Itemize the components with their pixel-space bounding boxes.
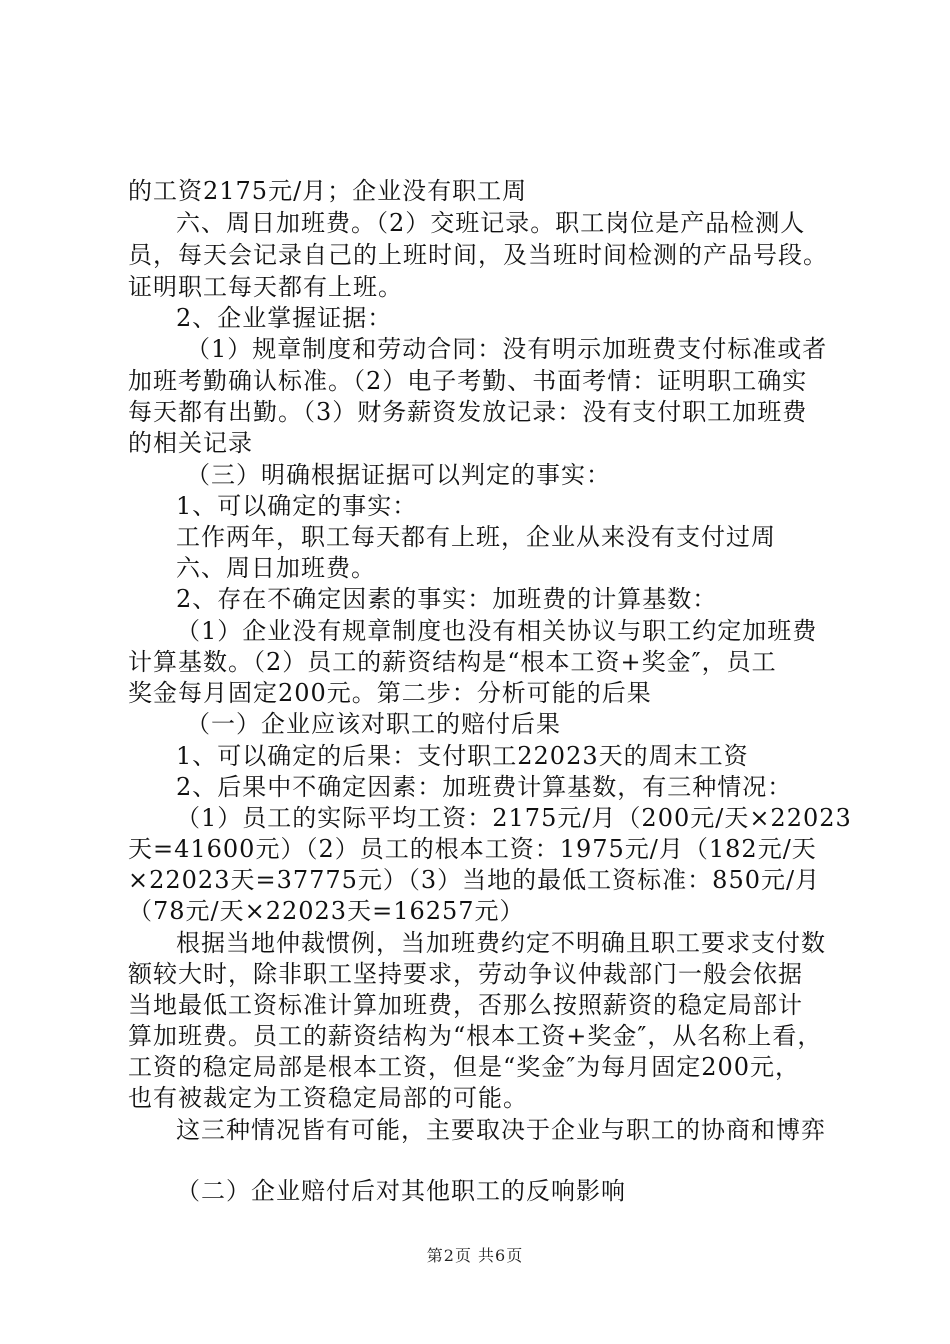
text-line: （1）企业没有规章制度也没有相关协议与职工约定加班费: [176, 617, 818, 645]
text-line: （一）企业应该对职工的赔付后果: [186, 710, 561, 738]
text-line: （78元/天×22023天=16257元）: [128, 897, 525, 925]
text-line: 天=41600元）（2）员工的根本工资：1975元/月（182元/天: [128, 835, 817, 863]
text-line: 额较大时，除非职工坚持要求，劳动争议仲裁部门一般会依据: [128, 960, 803, 988]
text-line: （二）企业赔付后对其他职工的反响影响: [176, 1177, 626, 1205]
text-line: 六、周日加班费。（2）交班记录。职工岗位是产品检测人: [176, 209, 806, 237]
text-line: 根据当地仲裁惯例，当加班费约定不明确且职工要求支付数: [176, 929, 826, 957]
text-line: 也有被裁定为工资稳定局部的可能。: [128, 1084, 528, 1112]
text-line: 每天都有出勤。（3）财务薪资发放记录：没有支付职工加班费: [128, 398, 808, 426]
text-line: （三）明确根据证据可以判定的事实：: [186, 461, 611, 489]
text-line: 当地最低工资标准计算加班费，否那么按照薪资的稳定局部计: [128, 991, 803, 1019]
text-line: （1）规章制度和劳动合同：没有明示加班费支付标准或者: [186, 335, 828, 363]
text-line: 2、后果中不确定因素：加班费计算基数，有三种情况：: [176, 773, 793, 801]
text-line: 奖金每月固定200元。第二步：分析可能的后果: [128, 679, 652, 707]
text-line: 加班考勤确认标准。（2）电子考勤、书面考情：证明职工确实: [128, 367, 808, 395]
text-line: （1）员工的实际平均工资：2175元/月（200元/天×22023: [176, 804, 852, 832]
text-line: 2、企业掌握证据：: [176, 304, 393, 332]
text-line: 工作两年，职工每天都有上班，企业从来没有支付过周: [176, 523, 776, 551]
text-line: 1、可以确定的后果：支付职工22023天的周末工资: [176, 742, 749, 770]
text-line: 工资的稳定局部是根本工资，但是“奖金″为每月固定200元，: [128, 1053, 801, 1081]
text-line: 算加班费。员工的薪资结构为“根本工资+奖金″，从名称上看，: [128, 1022, 823, 1050]
text-line: 2、存在不确定因素的事实：加班费的计算基数：: [176, 585, 718, 613]
text-line: 六、周日加班费。: [176, 554, 376, 582]
text-line: 计算基数。（2）员工的薪资结构是“根本工资+奖金″，员工: [128, 648, 777, 676]
text-line: 的工资2175元/月；企业没有职工周: [128, 177, 528, 205]
text-line: 这三种情况皆有可能，主要取决于企业与职工的协商和博弈: [176, 1116, 826, 1144]
text-line: 1、可以确定的事实：: [176, 492, 418, 520]
text-line: 证明职工每天都有上班。: [128, 273, 403, 301]
text-line: 的相关记录: [128, 429, 253, 457]
text-line: 员，每天会记录自己的上班时间，及当班时间检测的产品号段。: [128, 241, 828, 269]
page-footer: 第2页 共6页: [426, 1246, 524, 1265]
text-line: ×22023天=37775元）（3）当地的最低工资标准：850元/月: [128, 866, 821, 894]
